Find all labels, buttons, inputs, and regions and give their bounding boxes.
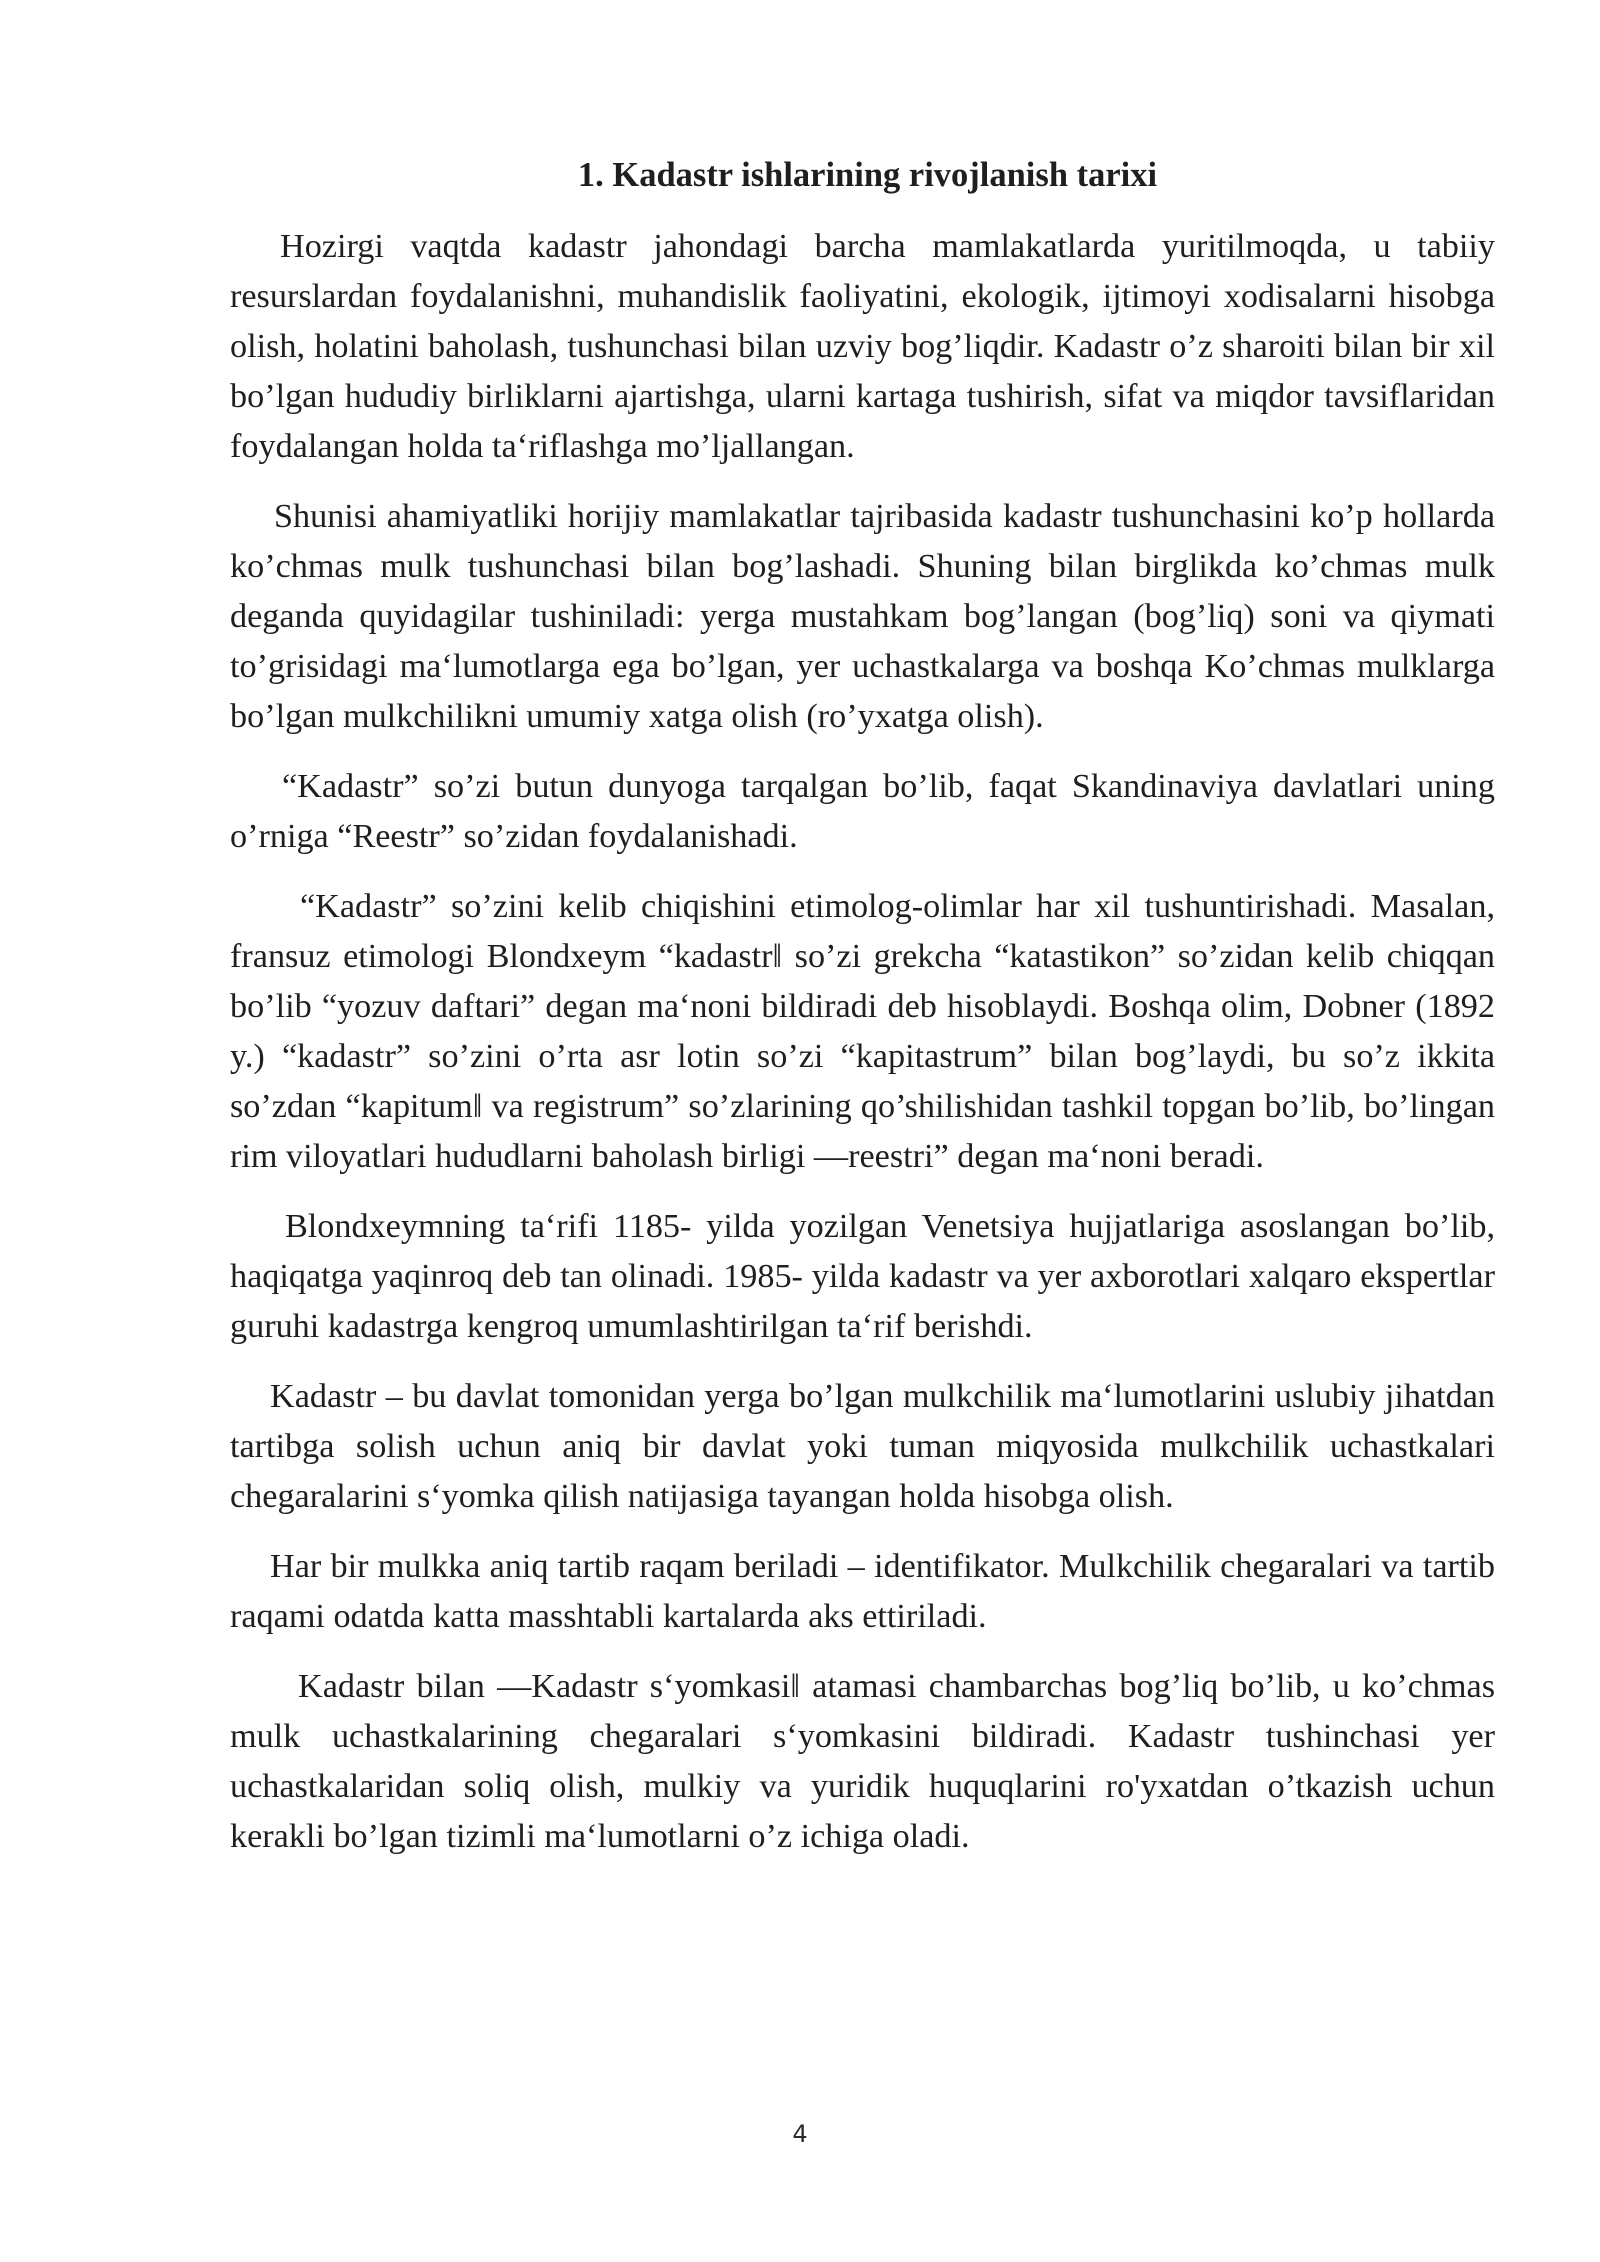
paragraph-4: “Kadastr” so’zini kelib chiqishini etimolog-olimlar har xil tushuntirishadi. Masalan, fransuz etimologi Blondxeym “kadastr‖ so’zi grekcha “katastikon” so’zidan kelib chiqqan bo’lib “yozuv daftari” degan ma‘noni bildiradi deb hisoblaydi. Boshqa olim, Dobner (1892 y.) “kadastr” so’zini o’rta asr lotin so’zi “kapitastrum” bilan bog’laydi, bu so’z ikkita so’zdan “kapitum‖ va registrum” so’zlarining qo’shilishidan tashkil topgan bo’lib, bo’lingan rim viloyatlari hududlarni baholash birligi ―reestri” degan ma‘noni beradi. [230, 888, 1495, 1175]
paragraph-3: “Kadastr” so’zi butun dunyoga tarqalgan bo’lib, faqat Skandinaviya davlatlari uning o’rniga “Reestr” so’zidan foydalanishadi. [230, 768, 1495, 855]
paragraph-6: Kadastr – bu davlat tomonidan yerga bo’lgan mulkchilik ma‘lumotlarini uslubiy jihatdan tartibga solish uchun aniq bir davlat yoki tuman miqyosida mulkchilik uchastkalari chegaralarini s‘yomka qilish natijasiga tayangan holda hisobga olish. [230, 1378, 1495, 1515]
page-number: 4 [792, 2120, 808, 2148]
document-body [230, 150, 1495, 1882]
paragraph-8: Kadastr bilan ―Kadastr s‘yomkasi‖ atamasi chambarchas bog’liq bo’lib, u ko’chmas mulk uchastkalarining chegaralari s‘yomkasini bildiradi. Kadastr tushinchasi yer uchastkalaridan soliq olish, mulkiy va yuridik huquqlarini ro'yxatdan o’tkazish uchun kerakli bo’lgan tizimli ma‘lumotlarni o’z ichiga oladi. [230, 1668, 1495, 1855]
paragraph-1: Hozirgi vaqtda kadastr jahondagi barcha mamlakatlarda yuritilmoqda, u tabiiy resurslardan foydalanishni, muhandislik faoliyatini, ekologik, ijtimoyi xodisalarni hisobga olish, holatini baholash, tushunchasi bilan uzviy bog’liqdir. Kadastr o’z sharoiti bilan bir xil bo’lgan hududiy birliklarni ajartishga, ularni kartaga tushirish, sifat va miqdor tavsiflaridan foydalangan holda ta‘riflashga mo’ljallangan. [230, 228, 1495, 465]
paragraph-7: Har bir mulkka aniq tartib raqam beriladi – identifikator. Mulkchilik chegaralari va tartib raqami odatda katta masshtabli kartalarda aks ettiriladi. [230, 1548, 1495, 1635]
section-title: 1. Kadastr ishlarining rivojlanish tarixi [577, 156, 1158, 194]
paragraph-2: Shunisi ahamiyatliki horijiy mamlakatlar tajribasida kadastr tushunchasini ko’p hollarda ko’chmas mulk tushunchasi bilan bog’lashadi. Shuning bilan birglikda ko’chmas mulk deganda quyidagilar tushiniladi: yerga mustahkam bog’langan (bog’liq) soni va qiymati to’grisidagi ma‘lumotlarga ega bo’lgan, yer uchastkalarga va boshqa Ko’chmas mulklarga bo’lgan mulkchilikni umumiy xatga olish (ro’yxatga olish). [230, 498, 1495, 735]
paragraph-5: Blondxeymning ta‘rifi 1185- yilda yozilgan Venetsiya hujjatlariga asoslangan bo’lib, haqiqatga yaqinroq deb tan olinadi. 1985- yilda kadastr va yer axborotlari xalqaro ekspertlar guruhi kadastrga kengroq umumlashtirilgan ta‘rif berishdi. [230, 1208, 1495, 1345]
